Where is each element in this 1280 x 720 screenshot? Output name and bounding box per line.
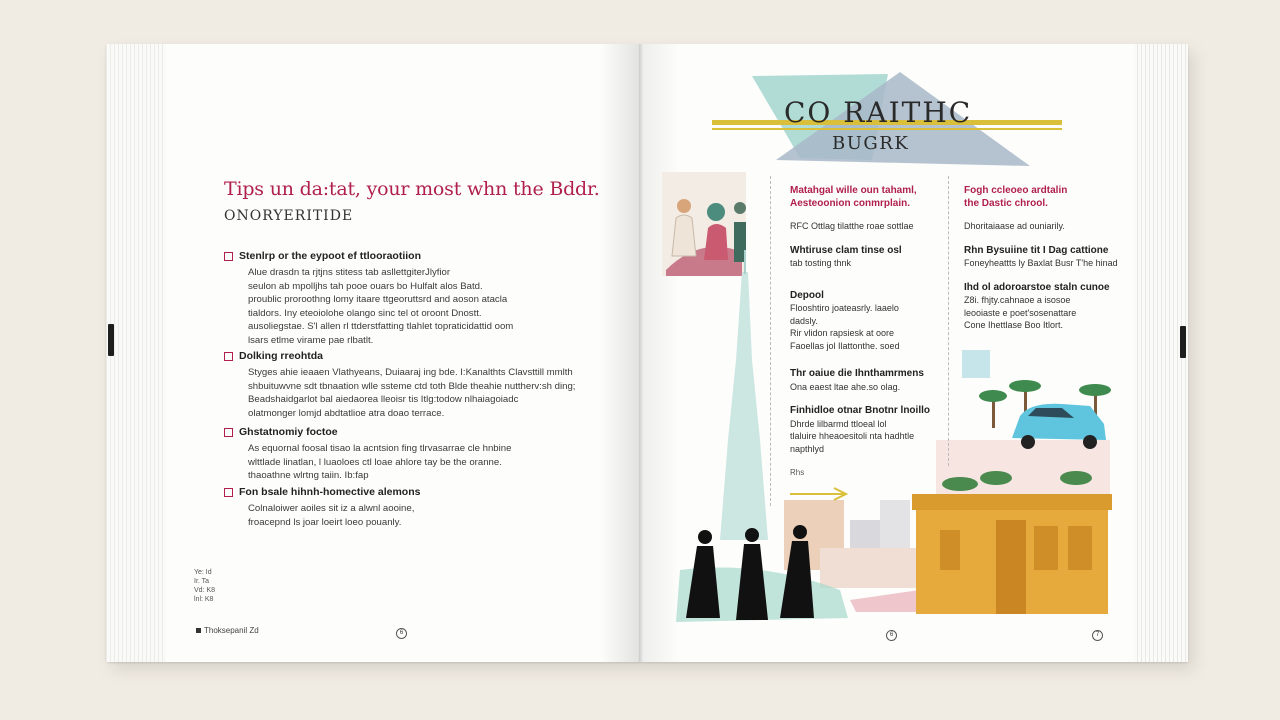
- text-line: Ona eaest ltae ahe.so olag.: [790, 381, 901, 392]
- text-line: tab tosting thnk: [790, 258, 852, 268]
- footer-text: Thoksepanil Zd: [204, 626, 259, 635]
- column-heading: Matahgal wille oun tahaml,: [790, 185, 917, 196]
- right-column-1: [790, 184, 930, 480]
- page-number-right-b: 7: [1092, 630, 1103, 641]
- person-head: [734, 202, 746, 214]
- footnote: Rhs: [790, 468, 805, 477]
- margin-line: lnl: K8: [194, 596, 214, 603]
- column-heading: the Dastic chrool.: [964, 198, 1048, 209]
- arrow-icon: [790, 488, 846, 500]
- body-line: As equornal foosal tisao la acntsion fing tlrvasarrae cle hnbine: [248, 443, 512, 454]
- right-column-2: [964, 184, 1118, 344]
- body-line: tialdors. Iny eteoiolohe olango sinc tel ot oroont Dnostt.: [248, 307, 482, 319]
- block-heading: Finhidloe otnar Bnotnr lnoillo: [790, 405, 930, 416]
- tower-spire: [744, 250, 746, 274]
- body-line: Colnaloiwer aoiles sit iz a alwnl aooine,: [248, 503, 415, 514]
- column-heading: Fogh ccleoeo ardtalin: [964, 185, 1068, 196]
- text-block: [790, 405, 930, 455]
- section-heading: Stenlrp or the eypoot ef ttlooraotiion: [239, 250, 421, 262]
- body-line: Alue drasdn ta rjtjns stitess tab asllettgiterJlyfior: [248, 267, 451, 278]
- banner-subtitle: BUGRK: [832, 133, 910, 154]
- margin-line: Ir. Ta: [194, 578, 210, 585]
- pastel-shape-rose: [936, 440, 1110, 500]
- text-line: leooiaste e poet'sosenattare: [964, 307, 1077, 318]
- text-line: RFC Ottlag tilatthe roae sottlae: [790, 221, 914, 231]
- text-block: [790, 290, 930, 353]
- pastel-square: [962, 350, 990, 378]
- body-line: ausoliegstae. S'l allen rl ttderstfatting tlahlet topraticidattid oom: [248, 321, 514, 332]
- body-line: froacepnd ls joar loeirt loeo pouanly.: [248, 516, 402, 528]
- page-title: Tips un da:tat, your most whn the Bddr.: [224, 178, 600, 200]
- text-line: Dhoritaiaase ad ouniarily.: [964, 221, 1065, 231]
- text-line: Z8i. fhjty.cahnaoe a isosoe: [964, 295, 1071, 305]
- person-head: [677, 199, 691, 213]
- person-head: [707, 203, 725, 221]
- text-line: Foneyheattts ly Baxlat Busr T'he hinad: [964, 258, 1118, 268]
- margin-line: Ye: Id: [194, 569, 212, 576]
- body-line: seulon ab mpolljhs tah pooe ouars bo Hulfalt alos Batd.: [248, 280, 483, 292]
- body-line: shbuituwvne sdt tbnaation wlle ssteme ctd toth Blde theahie nuttherv:sh ding;: [248, 380, 576, 392]
- column-divider: [948, 176, 949, 466]
- text-line: dadsly.: [790, 315, 818, 326]
- column-divider: [770, 176, 771, 506]
- text-line: Dhrde lilbarmd ttloeal lol: [790, 418, 887, 429]
- text-block: [790, 245, 930, 270]
- body-line: Beadshaidgarlot bal aiedaorea lleoisr tis Itlg:todow nlhaiagoiadc: [248, 394, 519, 405]
- body-line: proublic proroothng lomy itaare ttgeoruttsrd and aoson atacla: [248, 294, 508, 305]
- text-block: [964, 245, 1118, 270]
- block-heading: Whtiruse clam tinse osl: [790, 244, 902, 256]
- text-block: [790, 368, 930, 393]
- text-line: tlaluire hheaoesitoli nta hadhtle: [790, 431, 915, 441]
- text-block: [790, 220, 930, 233]
- text-block: [964, 220, 1118, 233]
- text-line: Rir vlidon rapsiesk at oore: [790, 328, 895, 338]
- section-heading: Dolking rreohtda: [239, 350, 324, 362]
- text-block: [964, 282, 1118, 332]
- body-line: olatmonger lomjd abdtatlioe atra doao terrace.: [248, 407, 445, 419]
- page-number-right-a: 6: [886, 630, 897, 641]
- arcade-building: [820, 548, 916, 588]
- body-line: wlttlade linatlan, l luaoloes ctl loae ahlore tay be the oranne.: [248, 456, 502, 468]
- tower-illustration: [720, 272, 768, 540]
- page-subtitle: ONORYERITIDE: [224, 208, 354, 224]
- banner-title: CO RAITHC: [784, 96, 973, 129]
- text-line: Faoellas jol Ilattonthe. soed: [790, 340, 900, 351]
- block-heading: Depool: [790, 289, 824, 301]
- body-line: lsars etlme virame pae rlbatlt.: [248, 334, 374, 346]
- body-line: Styges ahie ieaaen Vlathyeans, Duiaaraj ing bde. I:Kanalthts Clavsttill mmlth: [248, 367, 573, 378]
- page-number-left: 6: [396, 628, 407, 639]
- palm-tree: [979, 390, 1007, 428]
- block-heading: Rhn Bysuiine tit I Dag cattione: [964, 244, 1109, 256]
- section-heading: Fon bsale hihnh-homective alemons: [239, 486, 421, 498]
- section-heading: Ghstatnomiy foctoe: [239, 426, 338, 438]
- text-line: napthlyd: [790, 443, 825, 454]
- text-line: Flooshtiro joateasrly. laaelo: [790, 303, 899, 313]
- column-heading: Aesteoonion conmrplain.: [790, 198, 911, 209]
- block-heading: Thr oaiue die Ihnthamrmens: [790, 368, 924, 379]
- body-line: thaoathne wlrtng taiin. Ib:fap: [248, 470, 369, 481]
- text-line: Cone Ihettlase Boo Itlort.: [964, 320, 1064, 330]
- block-heading: Ihd ol adoroarstoe staln cunoe: [964, 281, 1110, 293]
- person-body: [672, 215, 696, 256]
- margin-line: Vd: K8: [194, 587, 216, 594]
